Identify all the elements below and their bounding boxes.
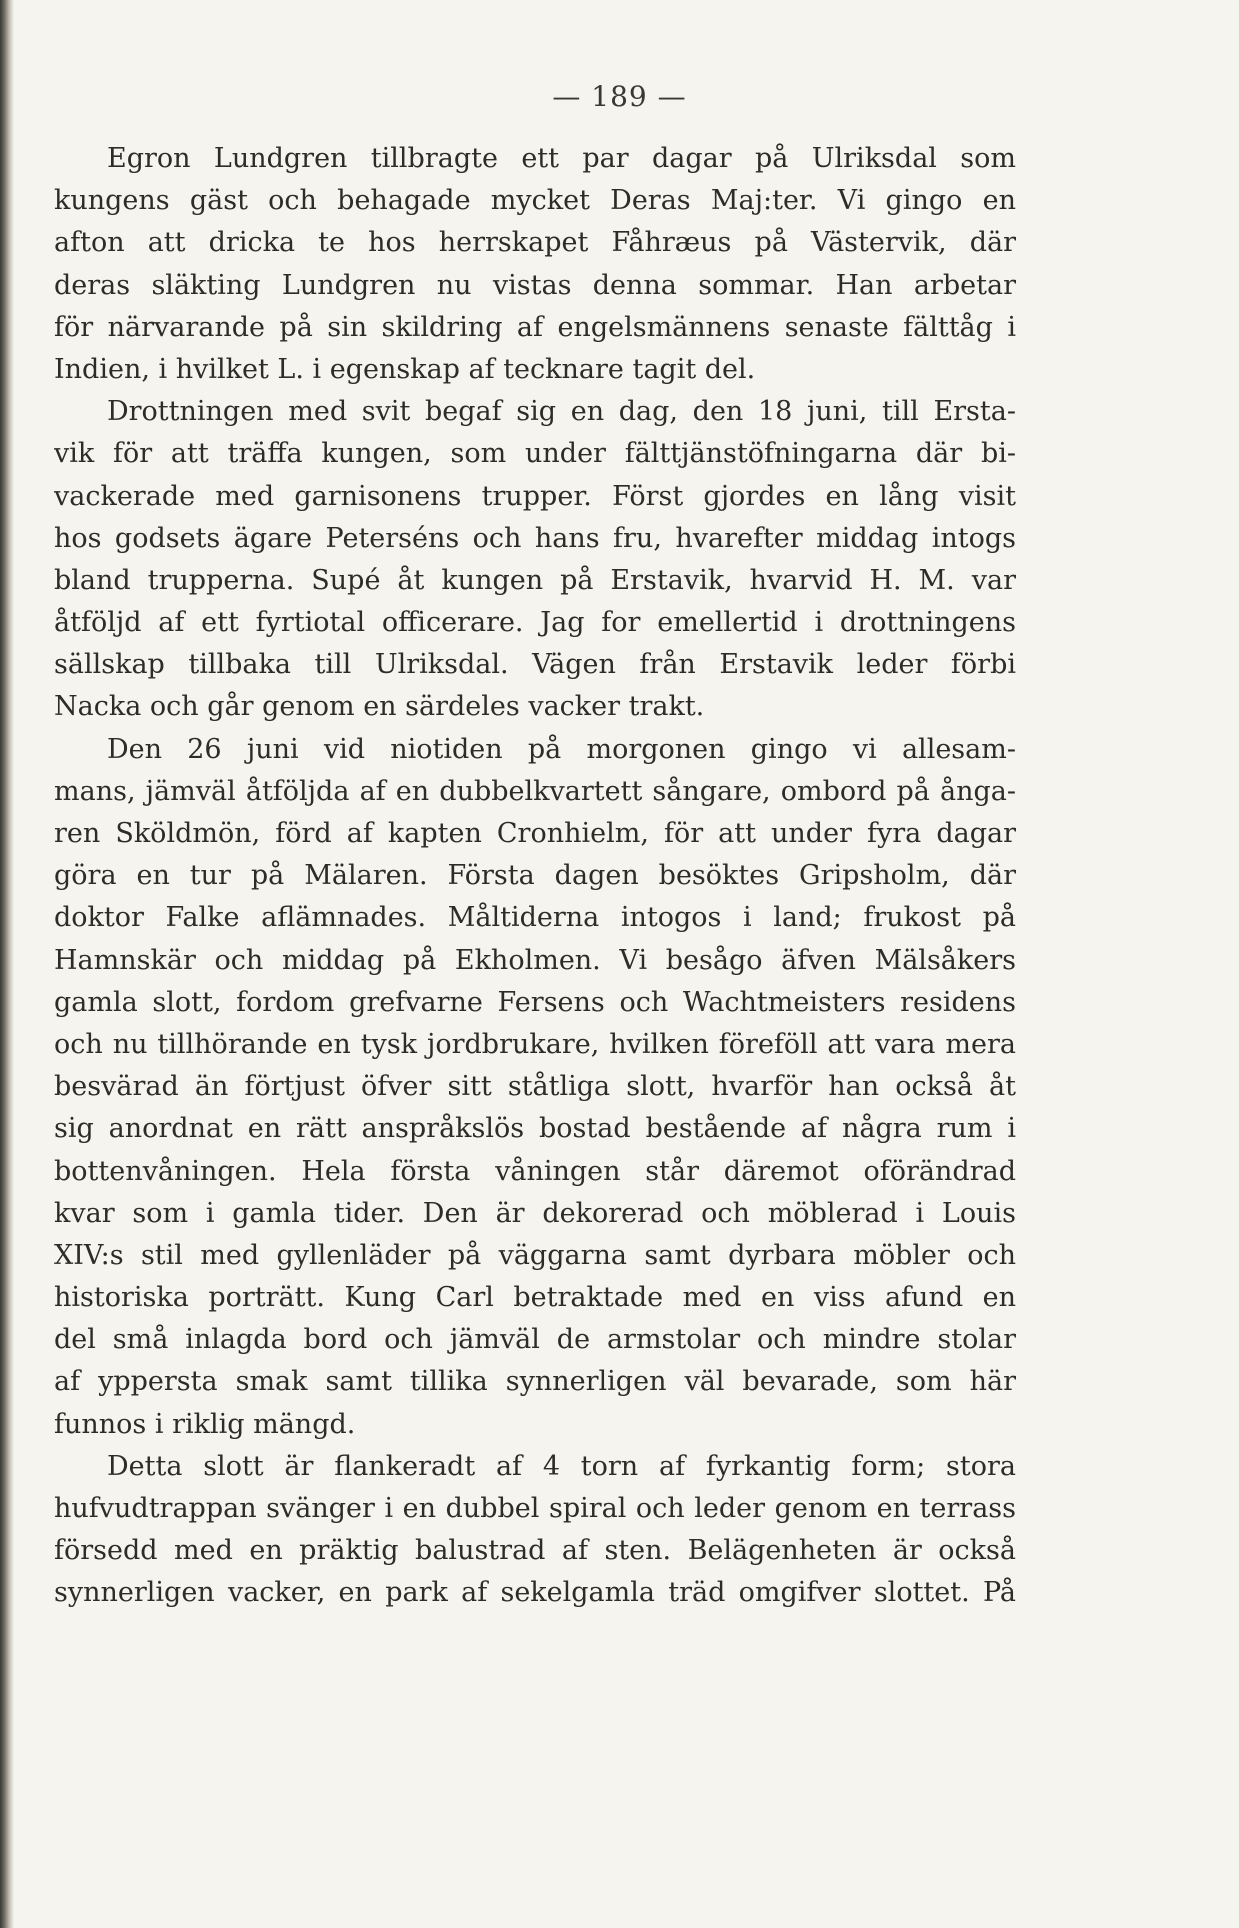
text-line: Hamnskär och middag på Ekholmen. Vi besågo äfven Mälsåkers <box>54 944 1016 976</box>
text-line: hos godsets ägare Peterséns och hans fru, hvarefter middag intogs <box>54 522 1016 554</box>
text-line: synnerligen vacker, en park af sekelgamla träd omgifver slottet. På <box>54 1577 1016 1609</box>
text-line: besvärad än förtjust öfver sitt ståtliga slott, hvarför han också åt <box>54 1071 1016 1103</box>
text-line: och nu tillhörande en tysk jordbrukare, hvilken föreföll att vara mera <box>54 1028 1016 1060</box>
text-line: doktor Falke aflämnades. Måltiderna intogos i land; frukost på <box>54 902 1016 934</box>
text-line: vik för att träffa kungen, som under fälttjänstöfningarna där bi- <box>54 438 1016 470</box>
paragraph-4 <box>54 1446 1016 1615</box>
text-line: Egron Lundgren tillbragte ett par dagar på Ulriksdal som <box>107 143 1016 174</box>
paragraph-2 <box>54 391 1016 729</box>
text-line: sällskap tillbaka till Ulriksdal. Vägen från Erstavik leder förbi <box>54 649 1016 681</box>
text-line: Den 26 juni vid niotiden på morgonen gingo vi allesam- <box>107 733 1016 765</box>
text-line: funnos i riklig mängd. <box>54 1408 356 1440</box>
text-line: XIV:s stil med gyllenläder på väggarna samt dyrbara möbler och <box>54 1239 1016 1271</box>
text-line: hufvudtrappan svänger i en dubbel spiral och leder genom en terrass <box>54 1493 1016 1524</box>
body-text <box>54 138 1016 1615</box>
text-line: gamla slott, fordom grefvarne Fersens och Wachtmeisters residens <box>54 986 1016 1018</box>
text-line: Drottningen med svit begaf sig en dag, den 18 juni, till Ersta- <box>107 396 1016 428</box>
paragraph-3 <box>54 729 1016 1446</box>
text-line: bland trupperna. Supé åt kungen på Erstavik, hvarvid H. M. var <box>54 564 1016 596</box>
text-line: försedd med en präktig balustrad af sten. Belägenheten är också <box>54 1535 1016 1567</box>
page-number: — 189 — <box>552 80 687 113</box>
text-line: deras släkting Lundgren nu vistas denna sommar. Han arbetar <box>54 269 1016 301</box>
text-line: historiska porträtt. Kung Carl betraktade med en viss afund en <box>54 1282 1016 1314</box>
text-line: kvar som i gamla tider. Den är dekorerad och möblerad i Louis <box>54 1197 1016 1229</box>
text-line: åtföljd af ett fyrtiotal officerare. Jag for emellertid i drottningens <box>54 607 1016 639</box>
text-line: Nacka och går genom en särdeles vacker trakt. <box>54 691 705 723</box>
text-line: mans, jämväl åtföljda af en dubbelkvartett sångare, ombord på ånga- <box>54 775 1016 807</box>
text-line: ren Sköldmön, förd af kapten Cronhielm, för att under fyra dagar <box>54 818 1016 849</box>
text-line: af yppersta smak samt tillika synnerligen väl bevarade, som här <box>54 1366 1016 1398</box>
text-line: bottenvåningen. Hela första våningen står däremot oförändrad <box>54 1155 1016 1187</box>
text-line: afton att dricka te hos herrskapet Fåhræus på Västervik, där <box>54 227 1016 259</box>
binding-edge <box>0 0 14 1928</box>
text-line: göra en tur på Mälaren. Första dagen besöktes Gripsholm, där <box>54 860 1016 892</box>
text-line: del små inlagda bord och jämväl de armstolar och mindre stolar <box>54 1324 1016 1356</box>
text-line: för närvarande på sin skildring af engelsmännens senaste fälttåg i <box>54 311 1016 343</box>
text-line: kungens gäst och behagade mycket Deras Maj:ter. Vi gingo en <box>54 185 1016 217</box>
text-line: vackerade med garnisonens trupper. Först gjordes en lång visit <box>54 480 1016 512</box>
paragraph-1 <box>54 138 1016 391</box>
text-line: Indien, i hvilket L. i egenskap af tecknare tagit del. <box>54 353 756 385</box>
text-line: Detta slott är flankeradt af 4 torn af fyrkantig form; stora <box>107 1450 1016 1482</box>
text-line: sig anordnat en rätt anspråkslös bostad bestående af några rum i <box>54 1113 1016 1145</box>
